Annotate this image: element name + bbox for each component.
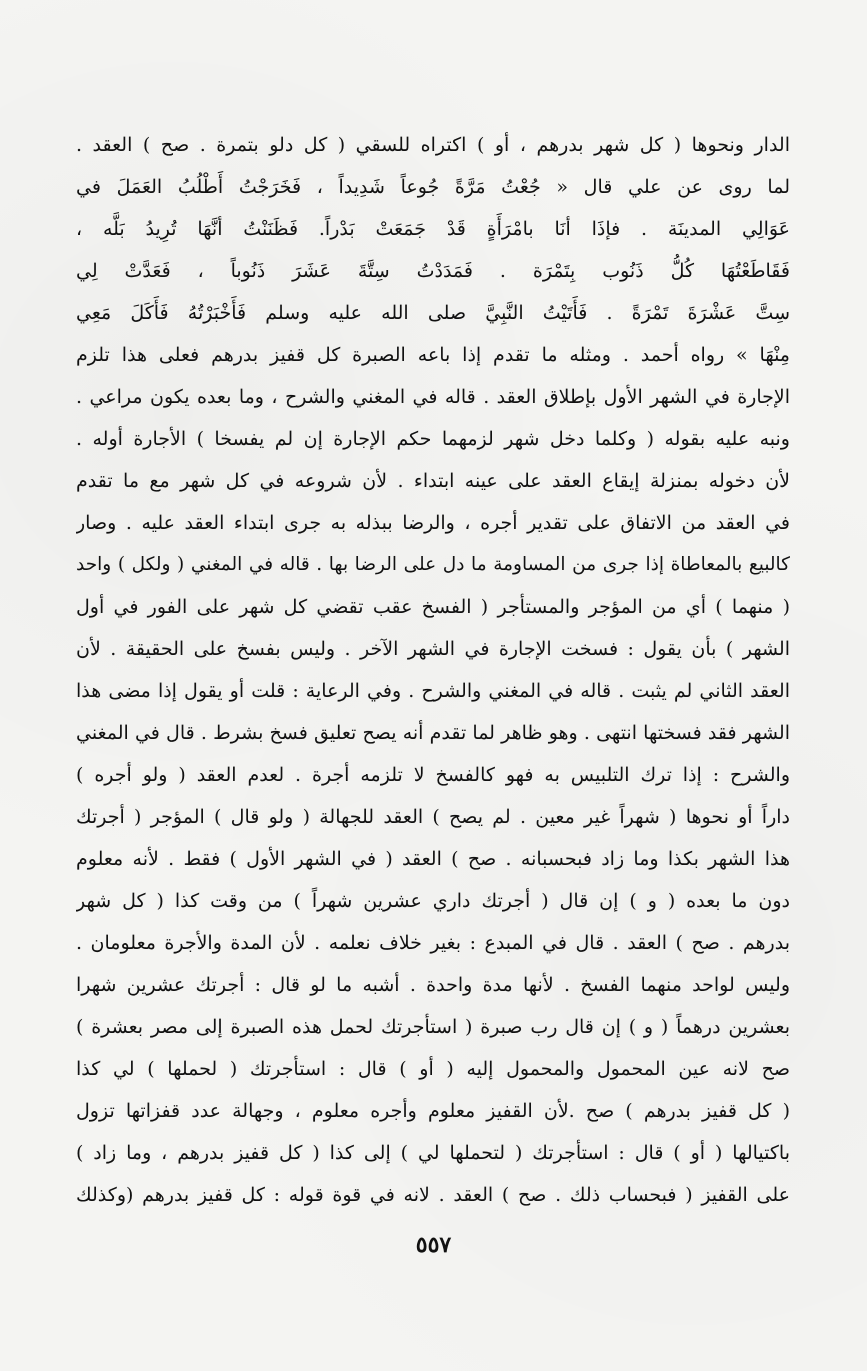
text-line: الشهر فقد فسختها انتهى . وهو ظاهر لما تقدم أنه يصح تعليق فسخ بشرط . قال في المغني: [76, 722, 790, 744]
text-line: العقد الثاني لم يثبت . قاله في المغني والشرح . وفي الرعاية : قلت أو يقول إذا مضى هذا: [76, 680, 790, 702]
text-line: الدار ونحوها ( كل شهر بدرهم ، أو ) اكتراه للسقي ( كل دلو بتمرة . صح ) العقد .: [76, 134, 790, 156]
text-line: عَوَالِي المدينَة . فإذَا أنَا بامْرَأَةٍ قَدْ جَمَعَتْ بَدْراً. فَظَنَنْتُ أنَّهَا تُرِيدُ بَلَّه ،: [76, 218, 790, 240]
text-line: لما روى عن علي قال « جُعْتُ مَرَّةً جُوعاً شَدِيداً ، فَخَرَجْتُ أَطْلُبُ العَمَلَ في: [76, 176, 790, 198]
text-line: ( كل قفيز بدرهم ) صح .لأن القفيز معلوم وأجره معلوم ، وجهالة عدد قفزاتها تزول: [76, 1100, 790, 1122]
text-line: فَقَاطَعْتُهَا كُلُّ ذَنُوب بِتَمْرَة . فَمَدَدْتُ سِتَّةَ عَشَرَ ذَنُوباً ، فَعَدَّتْ لِي: [76, 260, 790, 282]
text-line: داراً أو نحوها ( شهراً غير معين . لم يصح ) العقد للجهالة ( ولو قال ) المؤجر ( أجرتك: [76, 806, 790, 828]
text-line: في العقد من الاتفاق على تقدير أجره ، والرضا ببذله به جرى ابتداء العقد عليه . وصار: [76, 512, 790, 534]
page-body-text: [76, 124, 790, 1216]
text-line: دون ما بعده ( و ) إن قال ( أجرتك داري عشرين شهراً ) من وقت كذا ( كل شهر: [76, 890, 790, 912]
text-line: على القفيز ( فبحساب ذلك . صح ) العقد . لانه في قوة قوله : كل قفيز بدرهم (وكذلك: [76, 1184, 790, 1206]
text-line: ونبه عليه بقوله ( وكلما دخل شهر لزمهما حكم الإجارة إن لم يفسخا ) الأجارة أوله .: [76, 428, 790, 450]
text-line: الإجارة في الشهر الأول بإطلاق العقد . قاله في المغني والشرح ، وما بعده يكون مراعي .: [76, 386, 790, 408]
text-line: سِتَّ عَشْرَةَ تَمْرَةً . فَأَتَيْتُ النَّبِيَّ صلى الله عليه وسلم فَأَخْبَرْتُهُ فَأَكَلَ مَعِي: [76, 302, 790, 324]
text-line: وليس لواحد منهما الفسخ . لأنها مدة واحدة . أشبه ما لو قال : أجرتك عشرين شهرا: [76, 974, 790, 996]
text-line: كالبيع بالمعاطاة إذا جرى من المساومة ما دل على الرضا بها . قاله في المغني ( ولكل ) واحد: [76, 554, 790, 575]
text-line: الشهر ) بأن يقول : فسخت الإجارة في الشهر الآخر . وليس بفسخ على الحقيقة . لأن: [76, 638, 790, 660]
text-line: باكتيالها ( أو ) قال : استأجرتك ( لتحملها لي ) إلى كذا ( كل قفيز بدرهم ، وما زاد ): [76, 1142, 790, 1164]
text-line: لأن دخوله بمنزلة إيقاع العقد على عينه ابتداء . لأن شروعه في كل شهر مع ما تقدم: [76, 470, 790, 492]
text-line: هذا الشهر بكذا وما زاد فبحسبانه . صح ) العقد ( في الشهر الأول ) فقط . لأنه معلوم: [76, 848, 790, 870]
page-number: ٥٥٧: [415, 1232, 452, 1258]
text-line: مِنْهَا » رواه أحمد . ومثله ما تقدم إذا باعه الصبرة كل قفيز بدرهم فعلى هذا تلزم: [76, 344, 790, 366]
text-line: بدرهم . صح ) العقد . قال في المبدع : بغير خلاف نعلمه . لأن المدة والأجرة معلومان .: [76, 932, 790, 954]
text-line: بعشرين درهماً ( و ) إن قال رب صبرة ( استأجرتك لحمل هذه الصبرة إلى مصر بعشرة ): [76, 1016, 790, 1038]
text-line: والشرح : إذا ترك التلبيس به فهو كالفسخ لا تلزمه أجرة . لعدم العقد ( ولو أجره ): [76, 764, 790, 786]
text-line: ( منهما ) أي من المؤجر والمستأجر ( الفسخ عقب تقضي كل شهر على الفور في أول: [76, 596, 790, 618]
text-line: صح لانه عين المحمول والمحمول إليه ( أو ) قال : استأجرتك ( لحملها ) لي كذا: [76, 1058, 790, 1080]
